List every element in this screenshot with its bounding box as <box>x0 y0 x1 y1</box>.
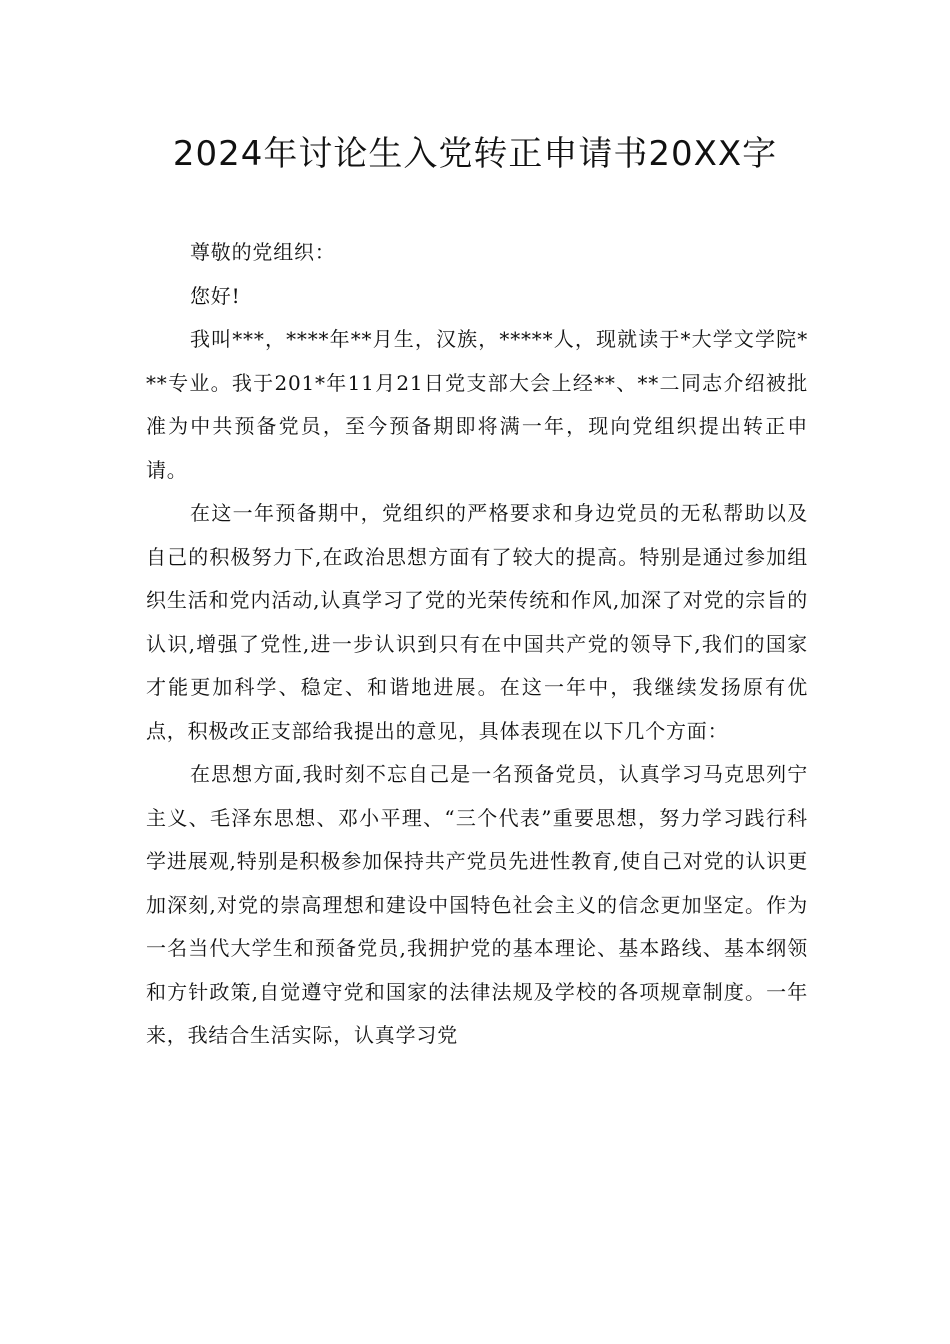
paragraph-intro: 我叫***，****年**月生，汉族，*****人，现就读于*大学文学院***专业。我于201*年11月21日党支部大会上经**、**二同志介绍被批准为中共预备党员，至今预备期即将满一年，现向党组织提出转正申请。 <box>146 327 808 482</box>
document-body <box>146 231 808 1058</box>
paragraph-probation: 在这一年预备期中，党组织的严格要求和身边党员的无私帮助以及自己的积极努力下,在政治思想方面有了较大的提高。特别是通过参加组织生活和党内活动,认真学习了党的光荣传统和作风,加深了对党的宗旨的认识,增强了党性,进一步认识到只有在中国共产党的领导下,我们的国家才能更加科学、稳定、和谐地进展。在这一年中，我继续发扬原有优点，积极改正支部给我提出的意见，具体表现在以下几个方面： <box>146 501 808 743</box>
salutation: 尊敬的党组织： <box>190 240 336 264</box>
paragraph-thought: 在思想方面,我时刻不忘自己是一名预备党员，认真学习马克思列宁主义、毛泽东思想、邓小平理、“三个代表”重要思想，努力学习践行科学进展观,特别是积极参加保持共产党员先进性教育,使自己对党的认识更加深刻,对党的崇高理想和建设中国特色社会主义的信念更加坚定。作为一名当代大学生和预备党员,我拥护党的基本理论、基本路线、基本纲领和方针政策,自觉遵守党和国家的法律法规及学校的各项规章制度。一年来，我结合生活实际，认真学习党 <box>146 762 808 1047</box>
greeting: 您好! <box>190 283 241 308</box>
document-title: 2024年讨论生入党转正申请书20XX字 <box>172 134 778 174</box>
